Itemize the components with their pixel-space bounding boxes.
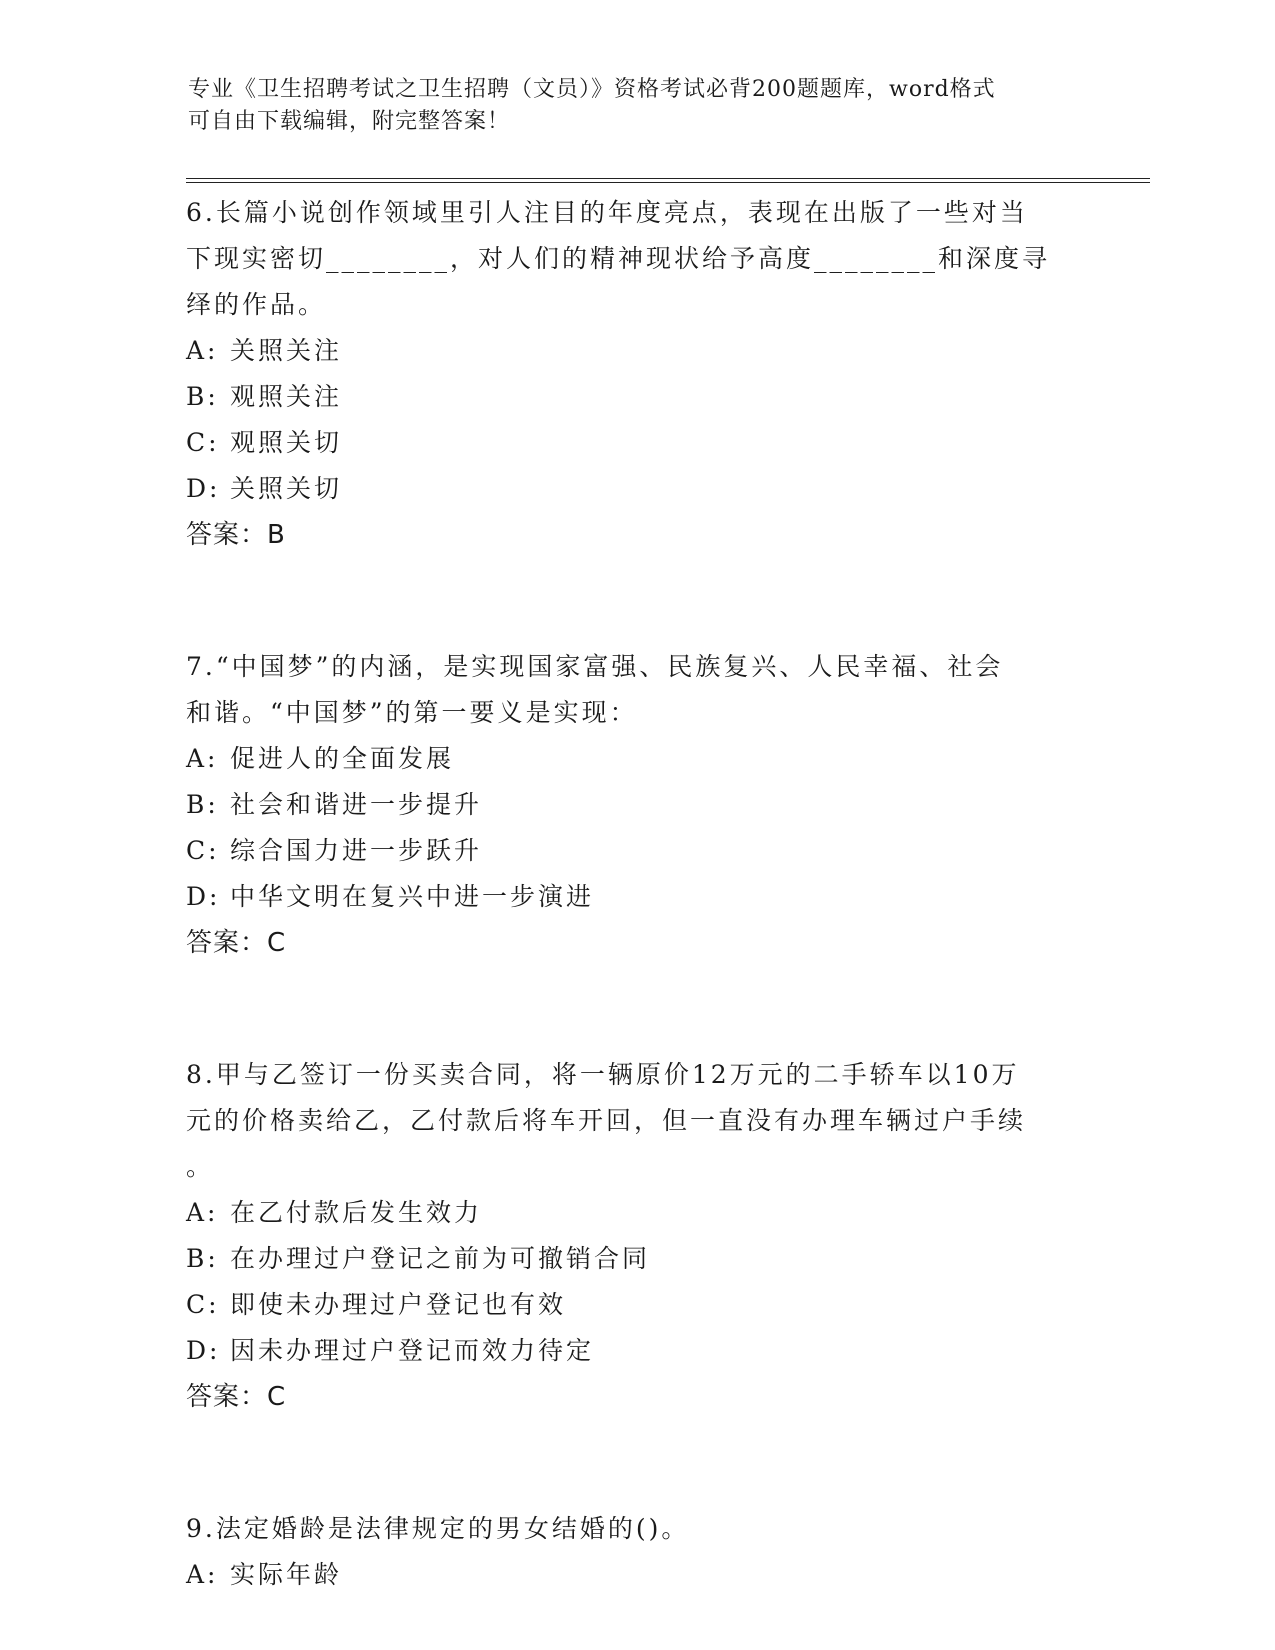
option-a (186, 328, 1066, 374)
option-text: 观照关注 (230, 382, 343, 411)
stem-line: 9.法定婚龄是法律规定的男女结婚的()。 (186, 1514, 690, 1543)
question-stem (186, 1506, 1066, 1552)
question-8 (186, 1052, 1066, 1420)
answer-line: 答案：B (186, 520, 286, 550)
option-d (186, 466, 1066, 512)
option-key: C: (186, 1290, 220, 1319)
option-key: D: (186, 474, 221, 503)
stem-line: 8.甲与乙签订一份买卖合同，将一辆原价12万元的二手轿车以10万 (186, 1060, 1020, 1089)
option-text: 促进人的全面发展 (230, 744, 455, 773)
option-text: 关照关切 (230, 474, 343, 503)
stem-line: 下现实密切________，对人们的精神现状给予高度________和深度寻 (186, 244, 1051, 273)
option-text: 在办理过户登记之前为可撤销合同 (230, 1244, 651, 1273)
option-text: 社会和谐进一步提升 (230, 790, 483, 819)
stem-line: 6.长篇小说创作领域里引人注目的年度亮点，表现在出版了一些对当 (186, 198, 1028, 227)
option-b (186, 374, 1066, 420)
option-d (186, 1328, 1066, 1374)
question-list (186, 190, 1066, 1598)
header-line-2: 可自由下载编辑，附完整答案！ (188, 109, 511, 134)
option-text: 关照关注 (230, 336, 343, 365)
question-6 (186, 190, 1066, 558)
document-header (188, 74, 1068, 138)
stem-line: 7.“中国梦”的内涵，是实现国家富强、民族复兴、人民幸福、社会 (186, 652, 1004, 681)
option-key: A: (186, 1560, 219, 1589)
option-text: 因未办理过户登记而效力待定 (230, 1336, 595, 1365)
option-key: B: (186, 790, 219, 819)
answer-line: 答案：C (186, 928, 287, 958)
option-text: 即使未办理过户登记也有效 (230, 1290, 567, 1319)
option-key: B: (186, 382, 219, 411)
stem-line: 元的价格卖给乙，乙付款后将车开回，但一直没有办理车辆过户手续 (186, 1106, 1027, 1135)
option-text: 观照关切 (230, 428, 343, 457)
option-key: B: (186, 1244, 219, 1273)
option-b (186, 1236, 1066, 1282)
option-text: 在乙付款后发生效力 (230, 1198, 483, 1227)
header-divider-top (186, 178, 1150, 179)
answer-line: 答案：C (186, 1382, 287, 1412)
option-key: A: (186, 336, 219, 365)
header-line-1: 专业《卫生招聘考试之卫生招聘（文员）》资格考试必背200题题库，word格式 (188, 77, 996, 102)
question-stem (186, 1052, 1066, 1190)
option-c (186, 1282, 1066, 1328)
option-c (186, 828, 1066, 874)
option-d (186, 874, 1066, 920)
question-7 (186, 644, 1066, 966)
option-key: C: (186, 428, 220, 457)
option-text: 综合国力进一步跃升 (230, 836, 483, 865)
question-stem (186, 190, 1066, 328)
question-9 (186, 1506, 1066, 1598)
option-a (186, 1552, 1066, 1598)
stem-line: 绎的作品。 (186, 290, 327, 319)
option-b (186, 782, 1066, 828)
option-key: D: (186, 1336, 221, 1365)
stem-line: 。 (186, 1152, 215, 1181)
stem-line: 和谐。“中国梦”的第一要义是实现： (186, 698, 638, 727)
option-text: 中华文明在复兴中进一步演进 (230, 882, 595, 911)
header-divider-bottom (186, 182, 1150, 183)
option-c (186, 420, 1066, 466)
option-text: 实际年龄 (230, 1560, 343, 1589)
option-a (186, 736, 1066, 782)
question-stem (186, 644, 1066, 736)
option-a (186, 1190, 1066, 1236)
option-key: A: (186, 744, 219, 773)
option-key: A: (186, 1198, 219, 1227)
option-key: C: (186, 836, 220, 865)
option-key: D: (186, 882, 221, 911)
